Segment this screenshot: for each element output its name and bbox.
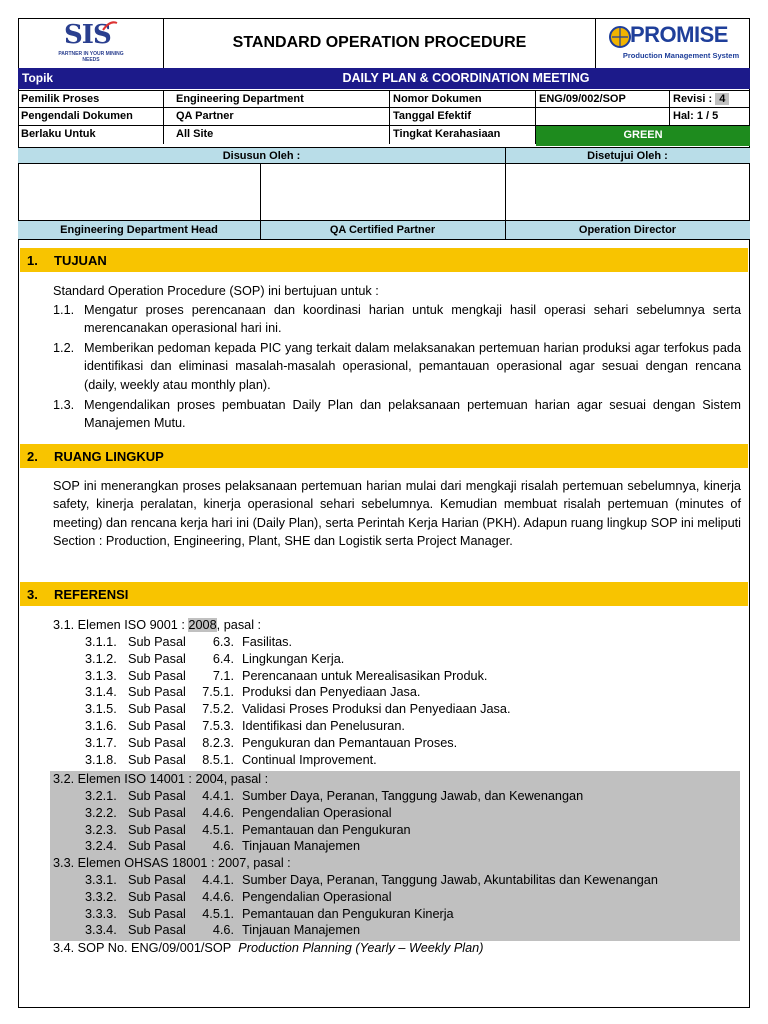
reference-text: Sumber Daya, Peranan, Tanggung Jawab, dan Kewenangan: [242, 789, 584, 803]
reference-pasal: 4.4.1.: [202, 789, 234, 803]
reference-text: Produksi dan Penyediaan Jasa.: [242, 685, 421, 700]
reference-pasal: 6.3.: [212, 635, 234, 649]
ref-iso14001: 3.2. Elemen ISO 14001 : 2004, pasal :: [53, 772, 269, 786]
tujuan-intro: Standard Operation Procedure (SOP) ini bertujuan untuk :: [53, 284, 379, 298]
info-label: Tanggal Efektif: [390, 108, 536, 126]
reference-num: 3.3.4.: [85, 923, 117, 938]
reference-pasal: 8.2.3.: [202, 735, 234, 750]
reference-num: 3.1.3.: [85, 668, 117, 683]
info-value: [536, 108, 670, 126]
sis-logo-tagline: PARTNER IN YOUR MINING NEEDS: [58, 51, 124, 63]
tujuan-item: 1.3. Mengendalikan proses pembuatan Daily Plan dan pelaksanaan pertemuan harian agar sesuai dengan Sistem Manajemen Mutu.: [53, 398, 741, 431]
reference-sub: Sub Pasal: [128, 685, 186, 700]
reference-text: Pemantauan dan Pengukuran Kinerja: [242, 906, 454, 921]
hal-value: 1 / 5: [696, 110, 719, 122]
sis-logo: [18, 18, 164, 68]
reference-pasal: 8.5.1.: [202, 752, 234, 767]
reference-pasal: 4.4.6.: [202, 889, 234, 904]
section-title: TUJUAN: [54, 253, 107, 268]
info-value: QA Partner: [164, 108, 390, 126]
reference-num: 3.1.6.: [85, 719, 117, 733]
promise-globe-icon: [608, 25, 632, 49]
signers-row: [18, 221, 750, 240]
reference-pasal: 4.4.1.: [202, 873, 234, 887]
topik-bar: [18, 68, 750, 89]
reference-sub: Sub Pasal: [128, 839, 186, 854]
sis-logo-swoosh-icon: [102, 20, 118, 32]
reference-text: Fasilitas.: [242, 635, 293, 649]
reference-sub: Sub Pasal: [128, 873, 186, 887]
reference-num: 3.3.3.: [85, 906, 117, 921]
document-title: STANDARD OPERATION PROCEDURE: [164, 18, 596, 68]
reference-num: 3.1.2.: [85, 651, 117, 666]
section-title: REFERENSI: [54, 587, 129, 602]
reference-text: Pengukuran dan Pemantauan Proses.: [242, 735, 458, 750]
tujuan-item: 1.1. Mengatur proses perencanaan dan koordinasi harian untuk mengkaji hasil operasi sehari sebelumnya serta merencanakan operasional hari ini.: [53, 303, 741, 336]
revisi-label: Revisi :: [673, 93, 713, 105]
info-label: Pengendali Dokumen: [18, 108, 164, 126]
reference-num: 3.2.2.: [85, 805, 117, 820]
reference-text: Continual Improvement.: [242, 752, 377, 767]
info-label: Pemilik Proses: [18, 91, 164, 109]
section-number: 2.: [27, 449, 38, 464]
reference-pasal: 4.5.1.: [202, 906, 234, 921]
promise-logo: [596, 18, 750, 68]
promise-logo-text: PROMISE: [630, 22, 728, 47]
signer-operation-director: Operation Director: [578, 224, 677, 236]
reference-sub: Sub Pasal: [128, 651, 186, 666]
info-value: ENG/09/002/SOP: [536, 91, 670, 109]
reference-sub: Sub Pasal: [128, 752, 186, 767]
ref-ohsas18001: 3.3. Elemen OHSAS 18001 : 2007, pasal :: [53, 856, 291, 870]
info-row-berlaku: [18, 126, 750, 147]
approved-by-label: Disetujui Oleh :: [587, 150, 668, 162]
reference-text: Pengendalian Operasional: [242, 805, 392, 820]
ruang-lingkup-text: SOP ini menerangkan proses pelaksanaan pertemuan harian mulai dari mengkaji risalah pertemuan sebelumnya, kinerja safety, kinerja peralatan, kinerja operasional sehari sebelumnya. Kemudian membuat risalah pertemuan (minutes of meeting) dan rencana kerja hari ini (Daily Plan), serta Perintah Kerja Harian (PKH). Adapun ruang lingkup SOP ini meliputi Section : Production, Engineering, Plant, SHE dan Logistik serta Project Manager.: [53, 479, 741, 548]
reference-sub: Sub Pasal: [128, 805, 186, 820]
tujuan-item: 1.2. Memberikan pedoman kepada PIC yang terkait dalam melaksanakan pertemuan harian produksi agar terfokus pada identifikasi dan eliminasi masalah-masalah operasional, pemantauan operasional agar sesuai dengan rencana (daily, weekly atau monthly plan).: [53, 341, 741, 392]
reference-pasal: 4.6.: [212, 839, 234, 854]
approval-header: [18, 147, 750, 164]
section-number: 3.: [27, 587, 38, 602]
reference-sub: Sub Pasal: [128, 789, 186, 803]
reference-text: Perencanaan untuk Merealisasikan Produk.: [242, 668, 488, 683]
section-heading-referensi: [20, 582, 748, 606]
reference-pasal: 4.6.: [212, 923, 234, 938]
reference-pasal: 4.4.6.: [202, 805, 234, 820]
info-value: All Site: [164, 126, 390, 144]
info-row-pemilik: [18, 90, 750, 108]
info-label: Tingkat Kerahasiaan: [390, 126, 536, 144]
section-title: RUANG LINGKUP: [54, 449, 164, 464]
ref-sop: 3.4. SOP No. ENG/09/001/SOP Production Planning (Yearly – Weekly Plan): [53, 941, 484, 955]
signer-qa-partner: QA Certified Partner: [329, 224, 436, 236]
reference-text: Pengendalian Operasional: [242, 889, 392, 904]
reference-pasal: 6.4.: [212, 651, 234, 666]
reference-sub: Sub Pasal: [128, 668, 186, 683]
reference-num: 3.3.1.: [85, 873, 117, 887]
reference-num: 3.2.3.: [85, 822, 117, 837]
section-number: 1.: [27, 253, 38, 268]
reference-text: Sumber Daya, Peranan, Tanggung Jawab, Akuntabilitas dan Kewenangan: [242, 873, 658, 887]
topik-value: DAILY PLAN & COORDINATION MEETING: [342, 71, 590, 85]
ref-iso9001: 3.1. Elemen ISO 9001 : 2008, pasal :: [53, 618, 262, 632]
info-label: Berlaku Untuk: [18, 126, 164, 144]
reference-text: Tinjauan Manajemen: [242, 923, 361, 938]
ref-iso9001-year: 2008: [188, 618, 217, 632]
hal-cell: [670, 108, 750, 126]
hal-label: Hal:: [673, 110, 694, 122]
reference-text: Pemantauan dan Pengukuran: [242, 822, 411, 837]
promise-subtitle: Production Management System: [622, 51, 740, 60]
prepared-by-label: Disusun Oleh :: [222, 150, 301, 162]
reference-sub: Sub Pasal: [128, 635, 186, 649]
reference-sub: Sub Pasal: [128, 906, 186, 921]
reference-num: 3.1.7.: [85, 735, 117, 750]
reference-sub: Sub Pasal: [128, 923, 186, 938]
revisi-value: 4: [715, 93, 729, 105]
info-row-pengendali: [18, 108, 750, 126]
revisi-cell: [670, 91, 750, 109]
signer-engineering-head: Engineering Department Head: [60, 224, 218, 236]
section-heading-ruang-lingkup: [20, 444, 748, 468]
reference-pasal: 7.5.3.: [202, 719, 234, 733]
reference-sub: Sub Pasal: [128, 822, 186, 837]
reference-pasal: 7.1.: [212, 668, 234, 683]
reference-num: 3.3.2.: [85, 889, 117, 904]
reference-num: 3.1.8.: [85, 752, 117, 767]
signature-area: [18, 164, 750, 221]
reference-sub: Sub Pasal: [128, 719, 186, 733]
reference-pasal: 4.5.1.: [202, 822, 234, 837]
reference-pasal: 7.5.2.: [202, 702, 234, 717]
reference-sub: Sub Pasal: [128, 702, 186, 717]
reference-num: 3.2.4.: [85, 839, 117, 854]
info-label: Nomor Dokumen: [390, 91, 536, 109]
reference-num: 3.1.4.: [85, 685, 117, 700]
reference-pasal: 7.5.1.: [202, 685, 234, 700]
reference-num: 3.1.5.: [85, 702, 117, 717]
ref-sop-title: Production Planning (Yearly – Weekly Plan): [238, 941, 484, 955]
topik-label: Topik: [22, 71, 54, 85]
section-heading-tujuan: [20, 248, 748, 272]
reference-num: 3.2.1.: [85, 789, 117, 803]
reference-sub: Sub Pasal: [128, 889, 186, 904]
reference-text: Lingkungan Kerja.: [242, 651, 345, 666]
reference-text: Validasi Proses Produksi dan Penyediaan Jasa.: [242, 702, 511, 717]
info-value: Engineering Department: [164, 91, 390, 109]
confidentiality-badge: GREEN: [536, 126, 750, 146]
sis-logo-text: SIS: [64, 20, 111, 50]
reference-text: Identifikasi dan Penelusuran.: [242, 719, 405, 733]
reference-text: Tinjauan Manajemen: [242, 839, 361, 854]
reference-num: 3.1.1.: [85, 635, 117, 649]
reference-sub: Sub Pasal: [128, 735, 186, 750]
